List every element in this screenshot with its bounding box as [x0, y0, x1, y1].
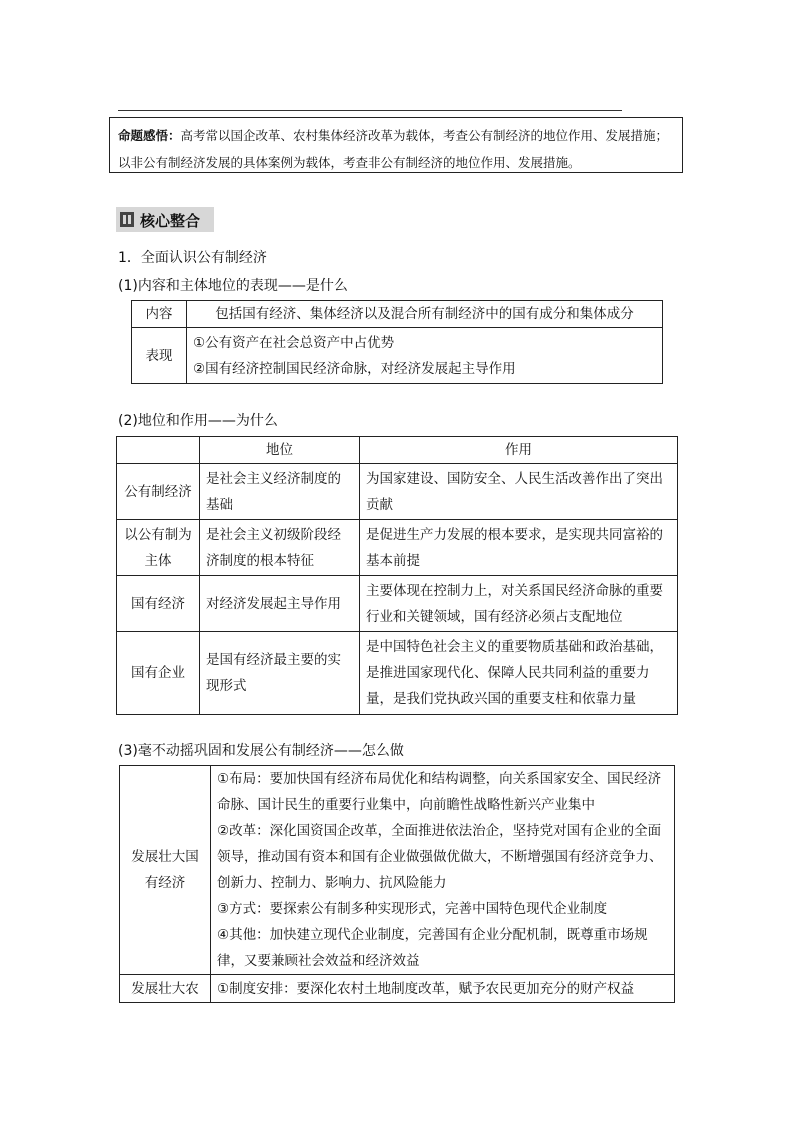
table-row: [132, 328, 663, 384]
row-role: 主要体现在控制力上，对关系国民经济命脉的重要行业和关键领域，国有经济必须占支配地位: [360, 576, 678, 632]
row-role: 为国家建设、国防安全、人民生活改善作出了突出贡献: [360, 464, 678, 520]
list-item: ②改革：深化国资国企改革，全面推进依法治企，坚持党对国有企业的全面领导，推动国有资本和国有企业做强做优做大，不断增强国有经济竞争力、创新力、控制力、影响力、抗风险能力: [217, 823, 663, 891]
list-item: ④其他：加快建立现代企业制度，完善国有企业分配机制，既尊重市场规律，又要兼顾社会效益和经济效益: [217, 927, 648, 969]
row-text: 包括国有经济、集体经济以及混合所有制经济中的国有成分和集体成分: [187, 301, 663, 328]
row-name: 以公有制为主体: [117, 520, 200, 576]
row-item: ①制度安排：要深化农村土地制度改革，赋予农民更加充分的财产权益: [211, 975, 675, 1003]
row-head: 发展壮大国有经济: [120, 766, 211, 975]
row-status: 对经济发展起主导作用: [200, 576, 360, 632]
header-cell: 地位: [200, 437, 360, 464]
row-status: 是国有经济最主要的实现形式: [200, 632, 360, 715]
table-header-row: [117, 437, 678, 464]
row-name: 国有企业: [117, 632, 200, 715]
row-role: 是中国特色社会主义的重要物质基础和政治基础，是推进国家现代化、保障人民共同利益的重要力量，是我们党执政兴国的重要支柱和依靠力量: [360, 632, 678, 715]
row-items: [211, 766, 675, 975]
row-status: 是社会主义初级阶段经济制度的根本特征: [200, 520, 360, 576]
table-status-role: [116, 436, 678, 715]
row-line: ②国有经济控制国民经济命脉，对经济发展起主导作用: [193, 360, 516, 377]
sub2-title: (2)地位和作用——为什么: [118, 413, 278, 429]
section-title: 核心整合: [140, 212, 201, 230]
sub1-title: (1)内容和主体地位的表现——是什么: [118, 278, 348, 294]
table-row: [117, 464, 678, 520]
intro-box: [109, 117, 683, 173]
list-item: ①布局：要加快国有经济布局优化和结构调整，向关系国家安全、国民经济命脉、国计民生的重要行业集中，向前瞻性战略性新兴产业集中: [217, 771, 662, 813]
row-head: 内容: [132, 301, 187, 328]
table-content-status: [131, 300, 663, 384]
intro-text: 高考常以国企改革、农村集体经济改革为载体，考查公有制经济的地位作用、发展措施；以非公有制经济发展的具体案例为载体，考查非公有制经济的地位作用、发展措施。: [118, 128, 669, 170]
row-name: 国有经济: [117, 576, 200, 632]
table-row: [132, 301, 663, 328]
row-head: 发展壮大农: [120, 975, 211, 1003]
table-row: [117, 576, 678, 632]
row-status: 是社会主义经济制度的基础: [200, 464, 360, 520]
row-name: 公有制经济: [117, 464, 200, 520]
list-item: ③方式：要探索公有制多种实现形式，完善中国特色现代企业制度: [217, 901, 608, 917]
row-role: 是促进生产力发展的根本要求，是实现共同富裕的基本前提: [360, 520, 678, 576]
sub3-title: (3)毫不动摇巩固和发展公有制经济——怎么做: [118, 743, 404, 759]
section-bookmark-icon: [120, 212, 134, 227]
table-row: [120, 766, 675, 975]
top-rule: [118, 110, 622, 111]
header-cell: [117, 437, 200, 464]
intro-label: 命题感悟：: [118, 128, 181, 143]
table-row: [117, 520, 678, 576]
row-head: 表现: [132, 328, 187, 384]
table-row: [120, 975, 675, 1003]
header-cell: 作用: [360, 437, 678, 464]
table-row: [117, 632, 678, 715]
row-text: [187, 328, 663, 384]
point1-title: 1．全面认识公有制经济: [118, 250, 267, 266]
table-how-to: [119, 765, 675, 1003]
section-header: [116, 207, 214, 232]
row-line: ①公有资产在社会总资产中占优势: [193, 334, 395, 351]
